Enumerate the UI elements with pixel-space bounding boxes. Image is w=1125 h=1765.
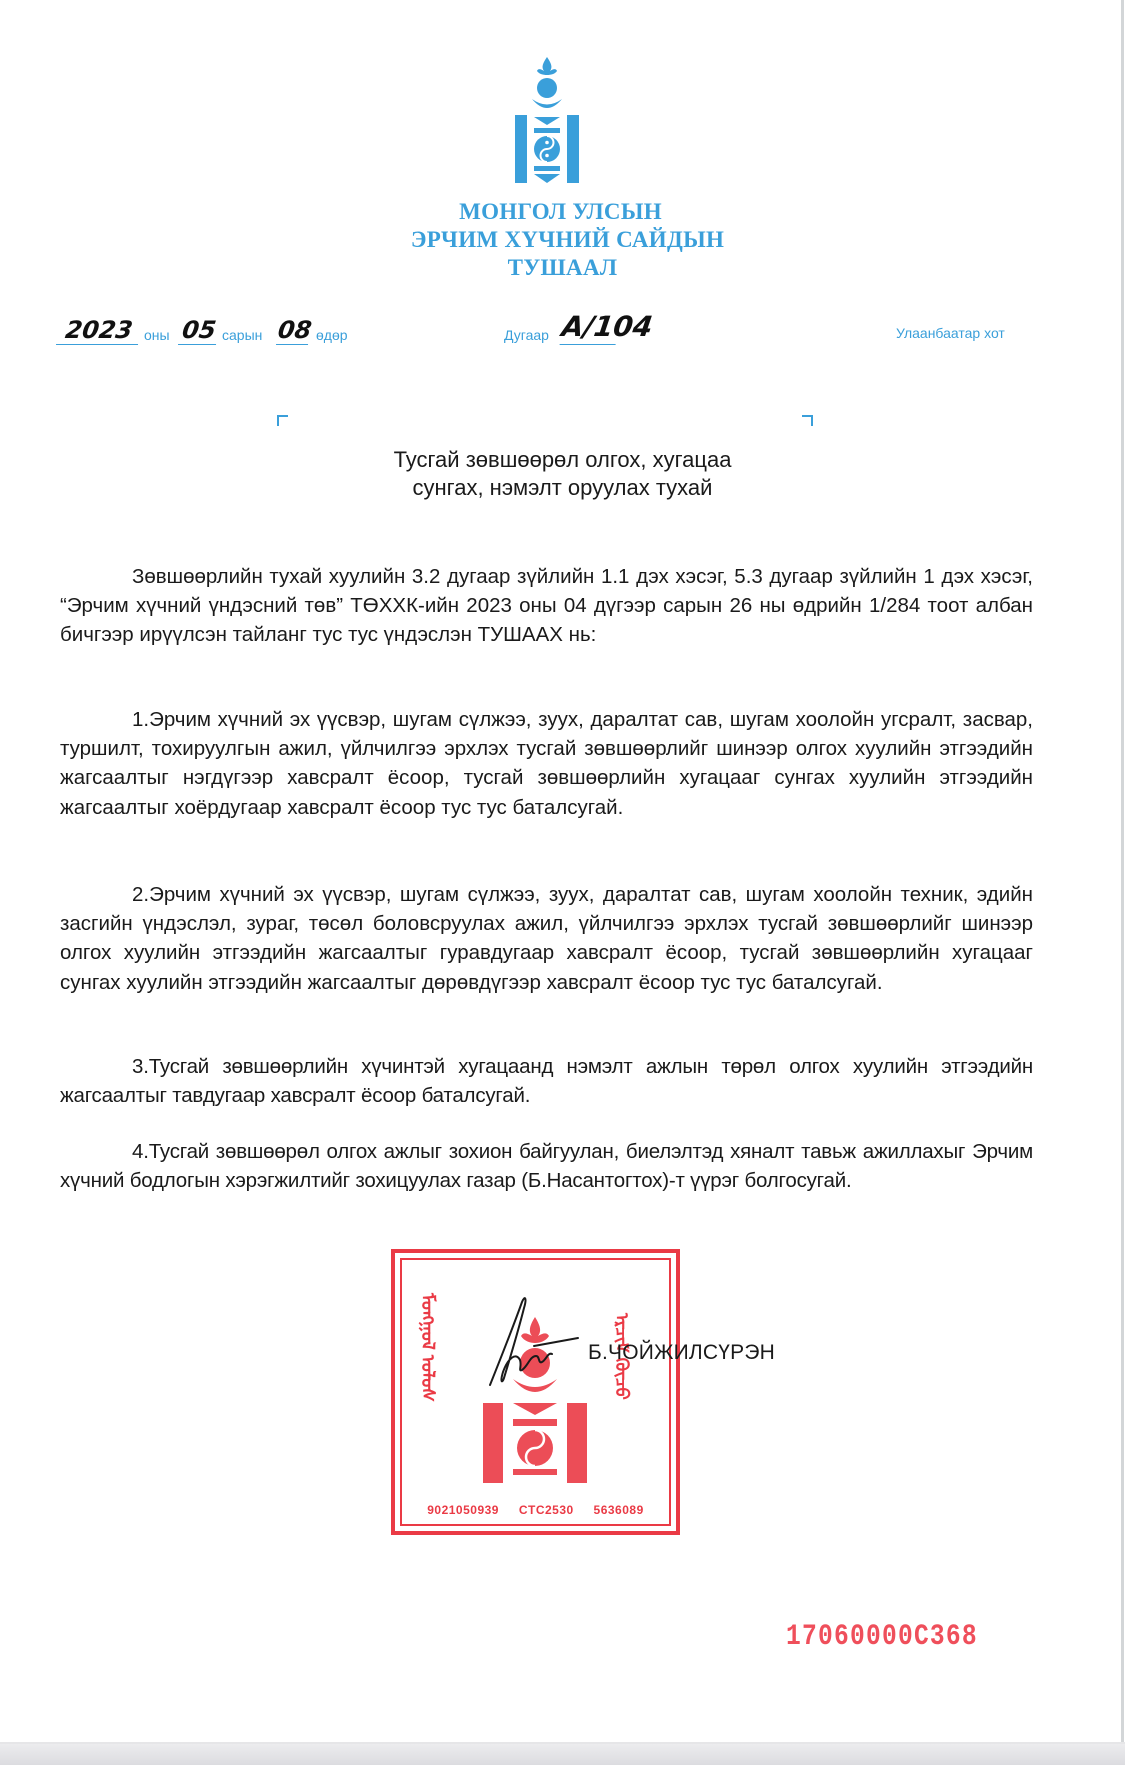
handwritten-signature [470,1290,590,1390]
date-year: 2023 [56,316,142,345]
order-item-text: 1.Эрчим хүчний эх үүсвэр, шугам сүлжээ, зуух, даралтат сав, шугам хоолойн угсралт, засвар, туршилт, тохируулгын ажил, үйлчилгээ эрхлэх тусгай зөвшөөрлийг шинээр олгох хуулийн этгээдийн жагсаалтыг нэгдүгээр хавсралт ёсоор, тусгай зөвшөөрлийн хугацааг сунгах хуулийн этгээдийн жагсаалтыг хоёрдугаар хавсралт ёсоор тус тус баталсугай. [60,708,1033,819]
order-item-3 [60,1052,1033,1110]
corner-mark-right [802,415,813,426]
subject-line-1: Тусгай зөвшөөрөл олгох, хугацаа [393,447,732,472]
stamp-code: 9021050939 [427,1503,499,1517]
order-item-1 [60,705,1033,822]
order-item-text: 4.Тусгай зөвшөөрөл олгох ажлыг зохион байгуулан, биелэлтэд хяналт тавьж ажиллахыг Эрчим хүчний бодлогын хэрэгжилтийг зохицуулах газар (Б.Насантогтох)-т үүрэг болгосугай. [60,1140,1033,1193]
stamp-codes [395,1503,676,1517]
stamp-code: CTC2530 [518,1503,574,1517]
header-doc-type: ТУШААЛ [507,255,618,280]
subject-title [0,446,1125,502]
stamp-mongolian-script-right: ᠡᠷᠴᠢᠮ ᠬᠦᠴᠦ [612,1313,632,1400]
order-item-4 [60,1137,1033,1195]
stamp-code: 5636089 [593,1503,644,1517]
month-label: сарын [222,327,263,343]
subject-line-2: сунгах, нэмэлт оруулах тухай [412,475,713,500]
date-day: 08 [276,316,314,344]
header-country: МОНГОЛ УЛСЫН [459,199,662,224]
header-ministry: ЭРЧИМ ХҮЧНИЙ САЙДЫН [410,227,725,252]
stamp-mongolian-script-left: ᠮᠣᠩᠭᠣᠯ ᠤᠯᠤᠰ [418,1293,438,1402]
viewer-bottom-bar [0,1742,1125,1765]
day-label: өдөр [316,327,348,343]
date-month: 05 [178,316,220,345]
order-item-text: 3.Тусгай зөвшөөрлийн хүчинтэй хугацаанд нэмэлт ажлын төрөл олгох хуулийн этгээдийн жагсаалтыг тавдугаар хавсралт ёсоор баталсугай. [60,1055,1033,1108]
year-label: оны [144,327,170,343]
order-number: A/104 [559,310,655,343]
order-item-text: 2.Эрчим хүчний эх үүсвэр, шугам сүлжээ, зуух, даралтат сав, шугам хоолойн техник, эдийн засгийн үндэслэл, зураг, төсөл боловсруулах ажил, үйлчилгээ эрхлэх тусгай зөвшөөрлийг шинээр олгох хуулийн этгээдийн жагсаалтыг гуравдугаар хавсралт ёсоор, тусгай зөвшөөрлийн хугацааг сунгах хуулийн этгээдийн жагсаалтыг дөрөвдүгээр хавсралт ёсоор тус тус баталсугай. [60,883,1033,994]
soyombo-emblem-icon [508,55,586,188]
city: Улаанбаатар хот [896,325,1005,341]
corner-mark-left [277,415,288,426]
signer-name: Б.ЧОЙЖИЛСҮРЭН [588,1341,776,1364]
serial-number: 17060000С368 [786,1620,978,1654]
preamble-paragraph [60,562,1033,650]
order-item-2 [60,880,1033,997]
number-label: Дугаар [504,327,549,343]
preamble-text: Зөвшөөрлийн тухай хуулийн 3.2 дугаар зүйлийн 1.1 дэх хэсэг, 5.3 дугаар зүйлийн 1 дэх хэсэг, “Эрчим хүчний үндэсний төв” ТӨХХК-ийн 2023 оны 04 дүгээр сарын 26 ны өдрийн 1/284 тоот албан бичгээр ирүүлсэн тайланг тус тус үндэслэн ТУШААХ нь: [60,565,1033,647]
